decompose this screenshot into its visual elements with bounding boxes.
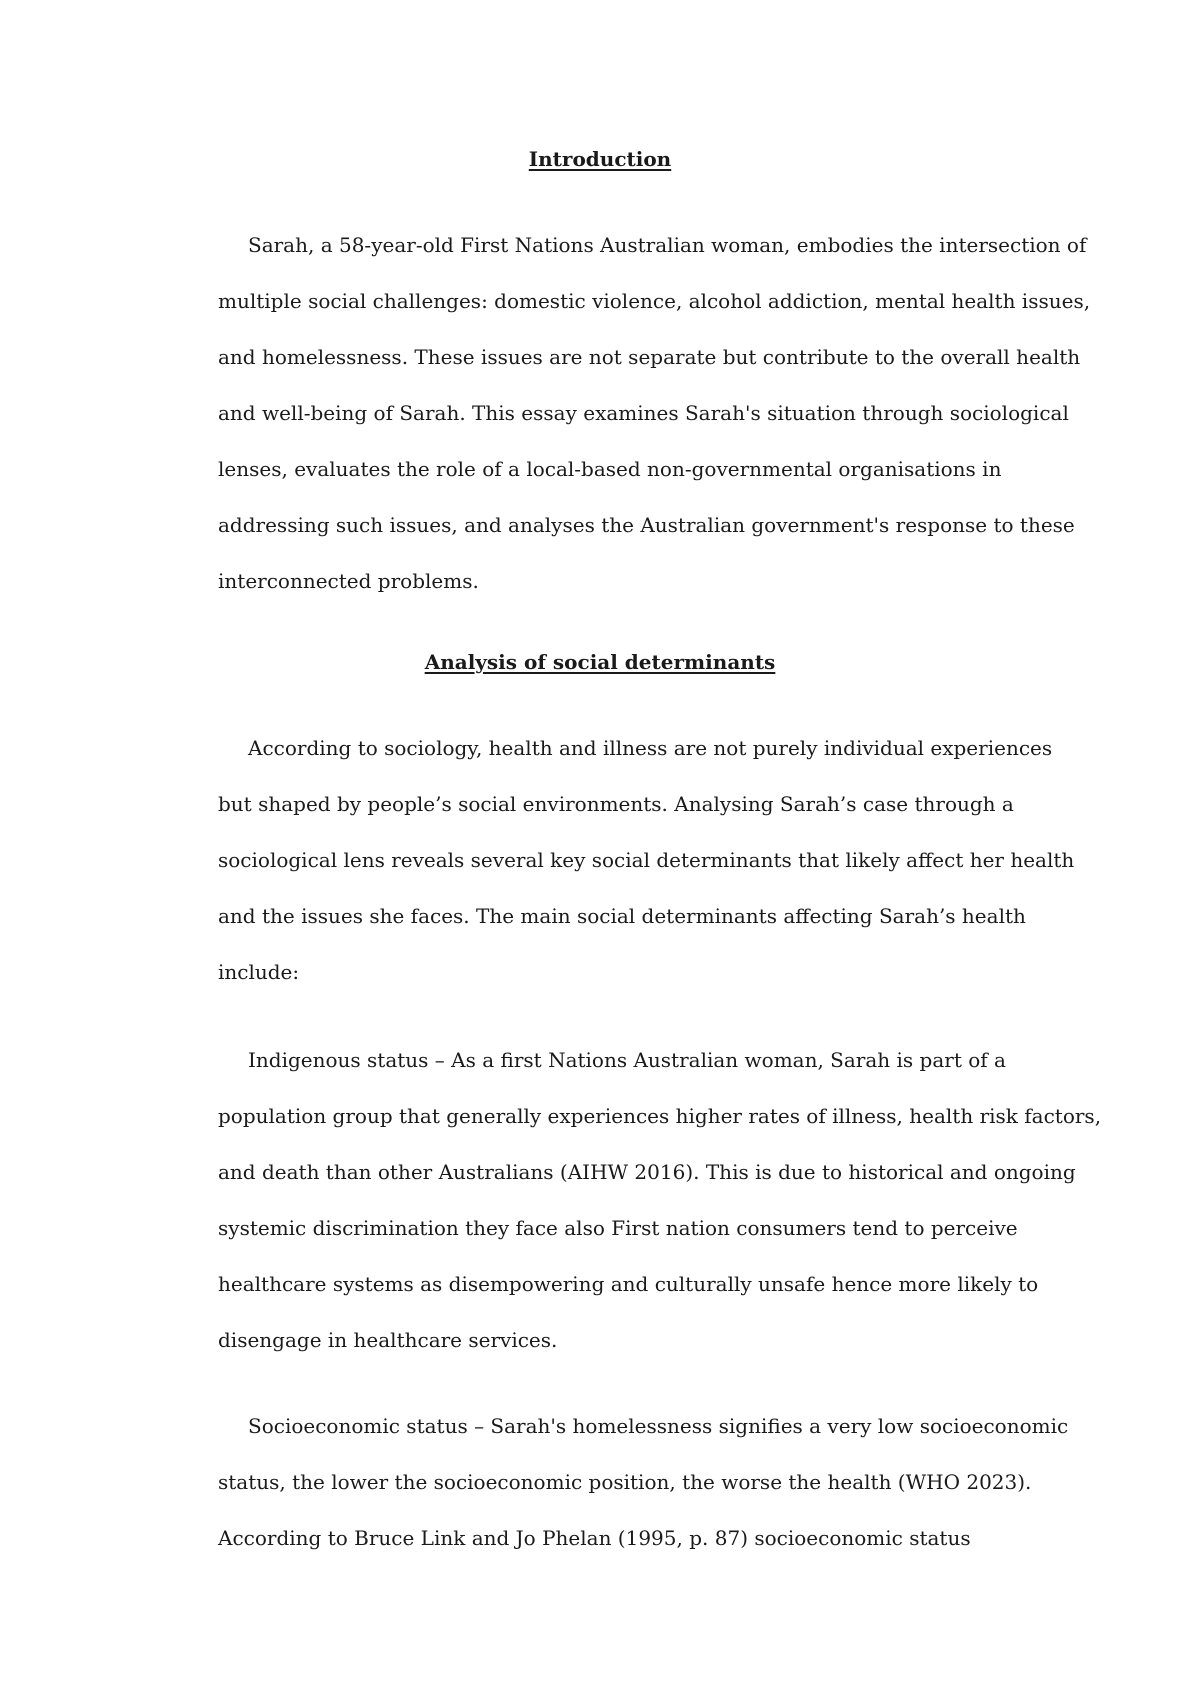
- paragraph-line: status, the lower the socioeconomic position, the worse the health (WHO 2023).: [218, 1470, 1032, 1494]
- heading-introduction: Introduction: [528, 147, 672, 171]
- paragraph-line: lenses, evaluates the role of a local-based non-governmental organisations in: [218, 457, 1002, 481]
- paragraph-line: sociological lens reveals several key social determinants that likely affect her health: [218, 848, 1075, 872]
- paragraph-line: but shaped by people’s social environments. Analysing Sarah’s case through a: [218, 792, 1014, 816]
- paragraph-line: healthcare systems as disempowering and culturally unsafe hence more likely to: [218, 1272, 1039, 1296]
- paragraph-indigenous-status: [218, 1032, 1102, 1368]
- paragraph-line: addressing such issues, and analyses the Australian government's response to these: [218, 513, 1075, 537]
- paragraph-sociology: [218, 720, 1075, 1000]
- paragraph-line: According to sociology, health and illness are not purely individual experiences: [248, 736, 1053, 760]
- paragraph-socioeconomic-status: [218, 1398, 1069, 1566]
- paragraph-line: Socioeconomic status – Sarah's homelessness signifies a very low socioeconomic: [248, 1414, 1069, 1438]
- paragraph-line: and homelessness. These issues are not separate but contribute to the overall health: [218, 345, 1081, 369]
- paragraph-line: population group that generally experiences higher rates of illness, health risk factors,: [218, 1104, 1102, 1128]
- paragraph-line: disengage in healthcare services.: [218, 1328, 558, 1352]
- paragraph-line: and well-being of Sarah. This essay examines Sarah's situation through sociological: [218, 401, 1069, 425]
- paragraph-line: According to Bruce Link and Jo Phelan (1995, p. 87) socioeconomic status: [218, 1526, 971, 1550]
- paragraph-line: Indigenous status – As a first Nations Australian woman, Sarah is part of a: [248, 1048, 1006, 1072]
- paragraph-line: and death than other Australians (AIHW 2016). This is due to historical and ongoing: [218, 1160, 1076, 1184]
- heading-analysis: Analysis of social determinants: [424, 650, 776, 674]
- paragraph-line: interconnected problems.: [218, 569, 479, 593]
- paragraph-line: Sarah, a 58-year-old First Nations Australian woman, embodies the intersection of: [248, 233, 1087, 257]
- paragraph-line: multiple social challenges: domestic violence, alcohol addiction, mental health issues,: [218, 289, 1091, 313]
- paragraph-line: include:: [218, 960, 300, 984]
- paragraph-line: systemic discrimination they face also First nation consumers tend to perceive: [218, 1216, 1018, 1240]
- paragraph-line: and the issues she faces. The main social determinants affecting Sarah’s health: [218, 904, 1026, 928]
- paragraph-intro: [218, 217, 1091, 609]
